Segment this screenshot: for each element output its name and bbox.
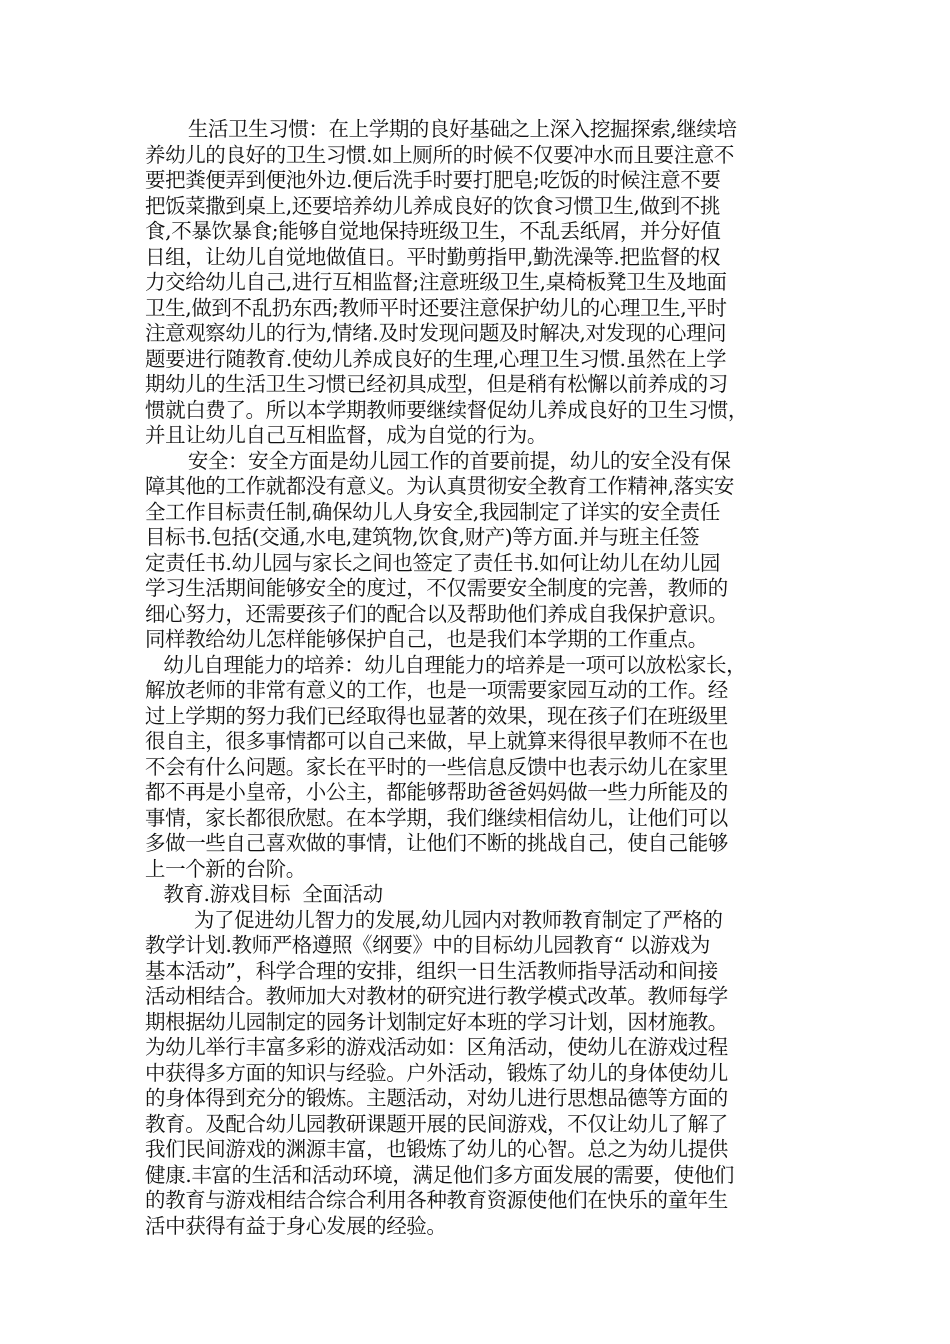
text-line: 日组，让幼儿自觉地做值日。平时勤剪指甲,勤洗澡等.把监督的权 <box>145 244 721 269</box>
text-line: 解放老师的非常有意义的工作，也是一项需要家园互动的工作。经 <box>145 678 728 702</box>
text-line: 生活卫生习惯：在上学期的良好基础之上深入挖掘探索,继续培 <box>145 117 737 141</box>
text-line: 多做一些自己喜欢做的事情，让他们不断的挑战自己，使自己能够 <box>145 831 728 855</box>
text-line: 卫生,做到不乱扔东西;教师平时还要注意保护幼儿的心理卫生,平时 <box>145 295 727 320</box>
text-line: 期根据幼儿园制定的园务计划制定好本班的学习计划，因材施教。 <box>145 1009 728 1034</box>
text-line: 细心努力，还需要孩子们的配合以及帮助他们养成自我保护意识。 <box>145 601 728 626</box>
text-line: 期幼儿的生活卫生习惯已经初具成型，但是稍有松懈以前养成的习 <box>145 372 728 396</box>
text-line: 教学计划.教师严格遵照《纲要》中的目标幼儿园教育“ 以游戏为 <box>145 933 711 957</box>
text-line: 要把粪便弄到便池外边.便后洗手时要打肥皂;吃饭的时候注意不要 <box>145 168 721 192</box>
heading-line: 教育.游戏目标 全面活动 <box>145 882 383 906</box>
text-line: 不会有什么问题。家长在平时的一些信息反馈中也表示幼儿在家里 <box>145 754 728 779</box>
text-line: 学习生活期间能够安全的度过，不仅需要安全制度的完善，教师的 <box>145 576 728 600</box>
paragraph-hygiene <box>145 117 810 449</box>
text-line: 全工作目标责任制,确保幼儿人身安全,我园制定了详实的安全责任 <box>145 499 721 524</box>
text-line: 食,不暴饮暴食;能够自觉地保持班级卫生，不乱丢纸屑，并分好值 <box>145 219 721 243</box>
text-line: 的身体得到充分的锻炼。主题活动，对幼儿进行思想品德等方面的 <box>145 1086 728 1110</box>
text-line: 力交给幼儿自己,进行互相监督;注意班级卫生,桌椅板凳卫生及地面 <box>145 270 727 294</box>
text-line: 活中获得有益于身心发展的经验。 <box>145 1213 447 1238</box>
section-heading-education <box>145 882 810 908</box>
text-line: 安全：安全方面是幼儿园工作的首要前提，幼儿的安全没有保 <box>145 448 731 473</box>
text-line: 活动相结合。教师加大对教材的研究进行教学模式改革。教师每学 <box>145 984 728 1008</box>
text-line: 上一个新的台阶。 <box>145 856 306 881</box>
text-line: 目标书.包括(交通,水电,建筑物,饮食,财产)等方面.并与班主任签 <box>145 525 700 549</box>
text-line: 中获得多方面的知识与经验。户外活动，锻炼了幼儿的身体使幼儿 <box>145 1060 728 1085</box>
text-line: 为了促进幼儿智力的发展,幼儿园内对教师教育制定了严格的 <box>145 907 723 932</box>
text-line: 教育。及配合幼儿园教研课题开展的民间游戏，不仅让幼儿了解了 <box>145 1111 728 1136</box>
text-line: 都不再是小皇帝，小公主，都能够帮助爸爸妈妈做一些力所能及的 <box>145 780 728 804</box>
text-line: 同样教给幼儿怎样能够保护自己，也是我们本学期的工作重点。 <box>145 627 708 651</box>
paragraph-safety <box>145 449 810 653</box>
text-line: 养幼儿的良好的卫生习惯.如上厕所的时候不仅要冲水而且要注意不 <box>145 142 735 167</box>
text-line: 并且让幼儿自己互相监督，成为自觉的行为。 <box>145 423 547 447</box>
text-line: 基本活动”，科学合理的安排，组织一日生活教师指导活动和间接 <box>145 958 718 983</box>
text-line: 的教育与游戏相结合综合利用各种教育资源使他们在快乐的童年生 <box>145 1188 728 1212</box>
paragraph-education <box>145 908 810 1240</box>
text-line: 幼儿自理能力的培养：幼儿自理能力的培养是一项可以放松家长， <box>145 652 747 677</box>
text-line: 注意观察幼儿的行为,情绪.及时发现问题及时解决,对发现的心理问 <box>145 321 727 345</box>
text-line: 惯就白费了。所以本学期教师要继续督促幼儿养成良好的卫生习惯， <box>145 397 748 422</box>
text-line: 题要进行随教育.使幼儿养成良好的生理,心理卫生习惯.虽然在上学 <box>145 346 727 371</box>
text-line: 很自主，很多事情都可以自己来做，早上就算来得很早教师不在也 <box>145 729 728 753</box>
text-line: 定责任书.幼儿园与家长之间也签定了责任书.如何让幼儿在幼儿园 <box>145 550 721 575</box>
text-line: 过上学期的努力我们已经取得也显著的效果，现在孩子们在班级里 <box>145 703 728 728</box>
text-line: 把饭菜撒到桌上,还要培养幼儿养成良好的饮食习惯卫生,做到不挑 <box>145 193 721 218</box>
document-body <box>145 117 810 1239</box>
text-line: 我们民间游戏的渊源丰富，也锻炼了幼儿的心智。总之为幼儿提供 <box>145 1137 728 1161</box>
text-line: 事情，家长都很欣慰。在本学期，我们继续相信幼儿，让他们可以 <box>145 805 728 830</box>
text-line: 障其他的工作就都没有意义。为认真贯彻安全教育工作精神,落实安 <box>145 474 735 498</box>
paragraph-self-care <box>145 653 810 883</box>
text-line: 健康.丰富的生活和活动环境，满足他们多方面发展的需要，使他们 <box>145 1162 735 1187</box>
text-line: 为幼儿举行丰富多彩的游戏活动如：区角活动，使幼儿在游戏过程 <box>145 1035 728 1059</box>
